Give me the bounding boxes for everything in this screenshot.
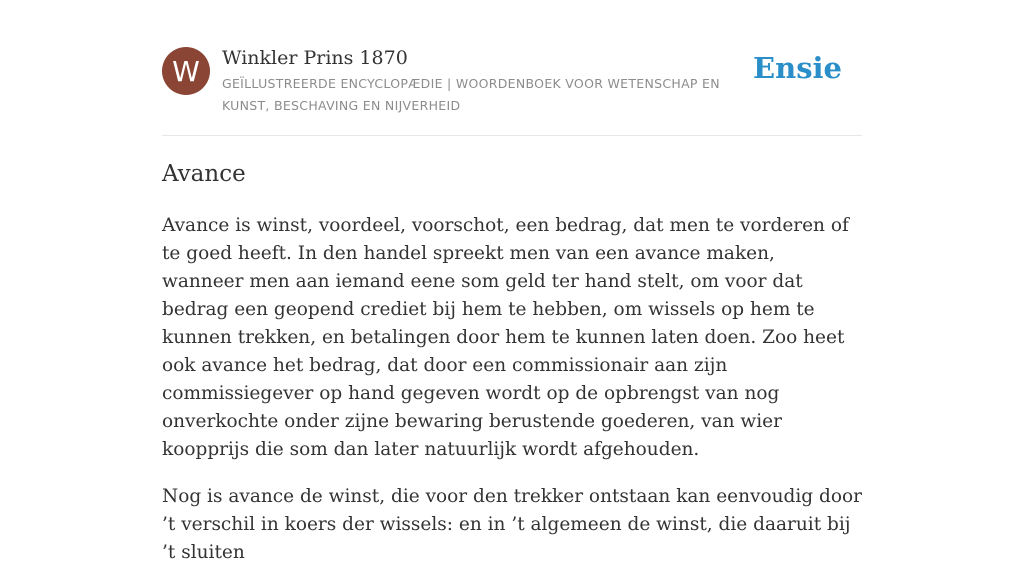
article-paragraph: Avance is winst, voordeel, voorschot, een bedrag, dat men te vorderen of te goed heeft. In den handel spreekt men van een avance maken, wanneer men aan iemand eene som geld ter hand stelt, om voor dat bedrag een geopend crediet bij hem te hebben, om wissels op hem te kunnen trekken, en betalingen door hem te kunnen laten doen. Zoo heet ook avance het bedrag, dat door een commissionair aan zijn commissiegever op hand gegeven wordt op de opbrengst van nog onverkochte onder zijne bewaring berustende goederen, van wier koopprijs die som dan later natuurlijk wordt afgehouden. — [162, 215, 849, 460]
source-subtitle: GEÏLLUSTREERDE ENCYCLOPÆDIE | WOORDENBOEK VOOR WETENSCHAP EN KUNST, BESCHAVING EN NIJVERHEID — [222, 76, 720, 113]
article-body — [162, 212, 862, 586]
source-header — [162, 46, 862, 116]
brand-logo-link[interactable]: Ensie — [753, 51, 842, 85]
source-title[interactable]: Winkler Prins 1870 — [222, 47, 408, 69]
article-paragraph: Nog is avance de winst, die voor den trekker ontstaan kan eenvoudig door ’t verschil in koers der wissels: en in ’t algemeen de winst, die daaruit bij ’t sluiten — [162, 486, 862, 563]
source-avatar[interactable]: W — [162, 47, 210, 95]
article-title: Avance — [162, 161, 246, 187]
source-meta — [222, 46, 762, 117]
header-divider — [162, 135, 862, 136]
